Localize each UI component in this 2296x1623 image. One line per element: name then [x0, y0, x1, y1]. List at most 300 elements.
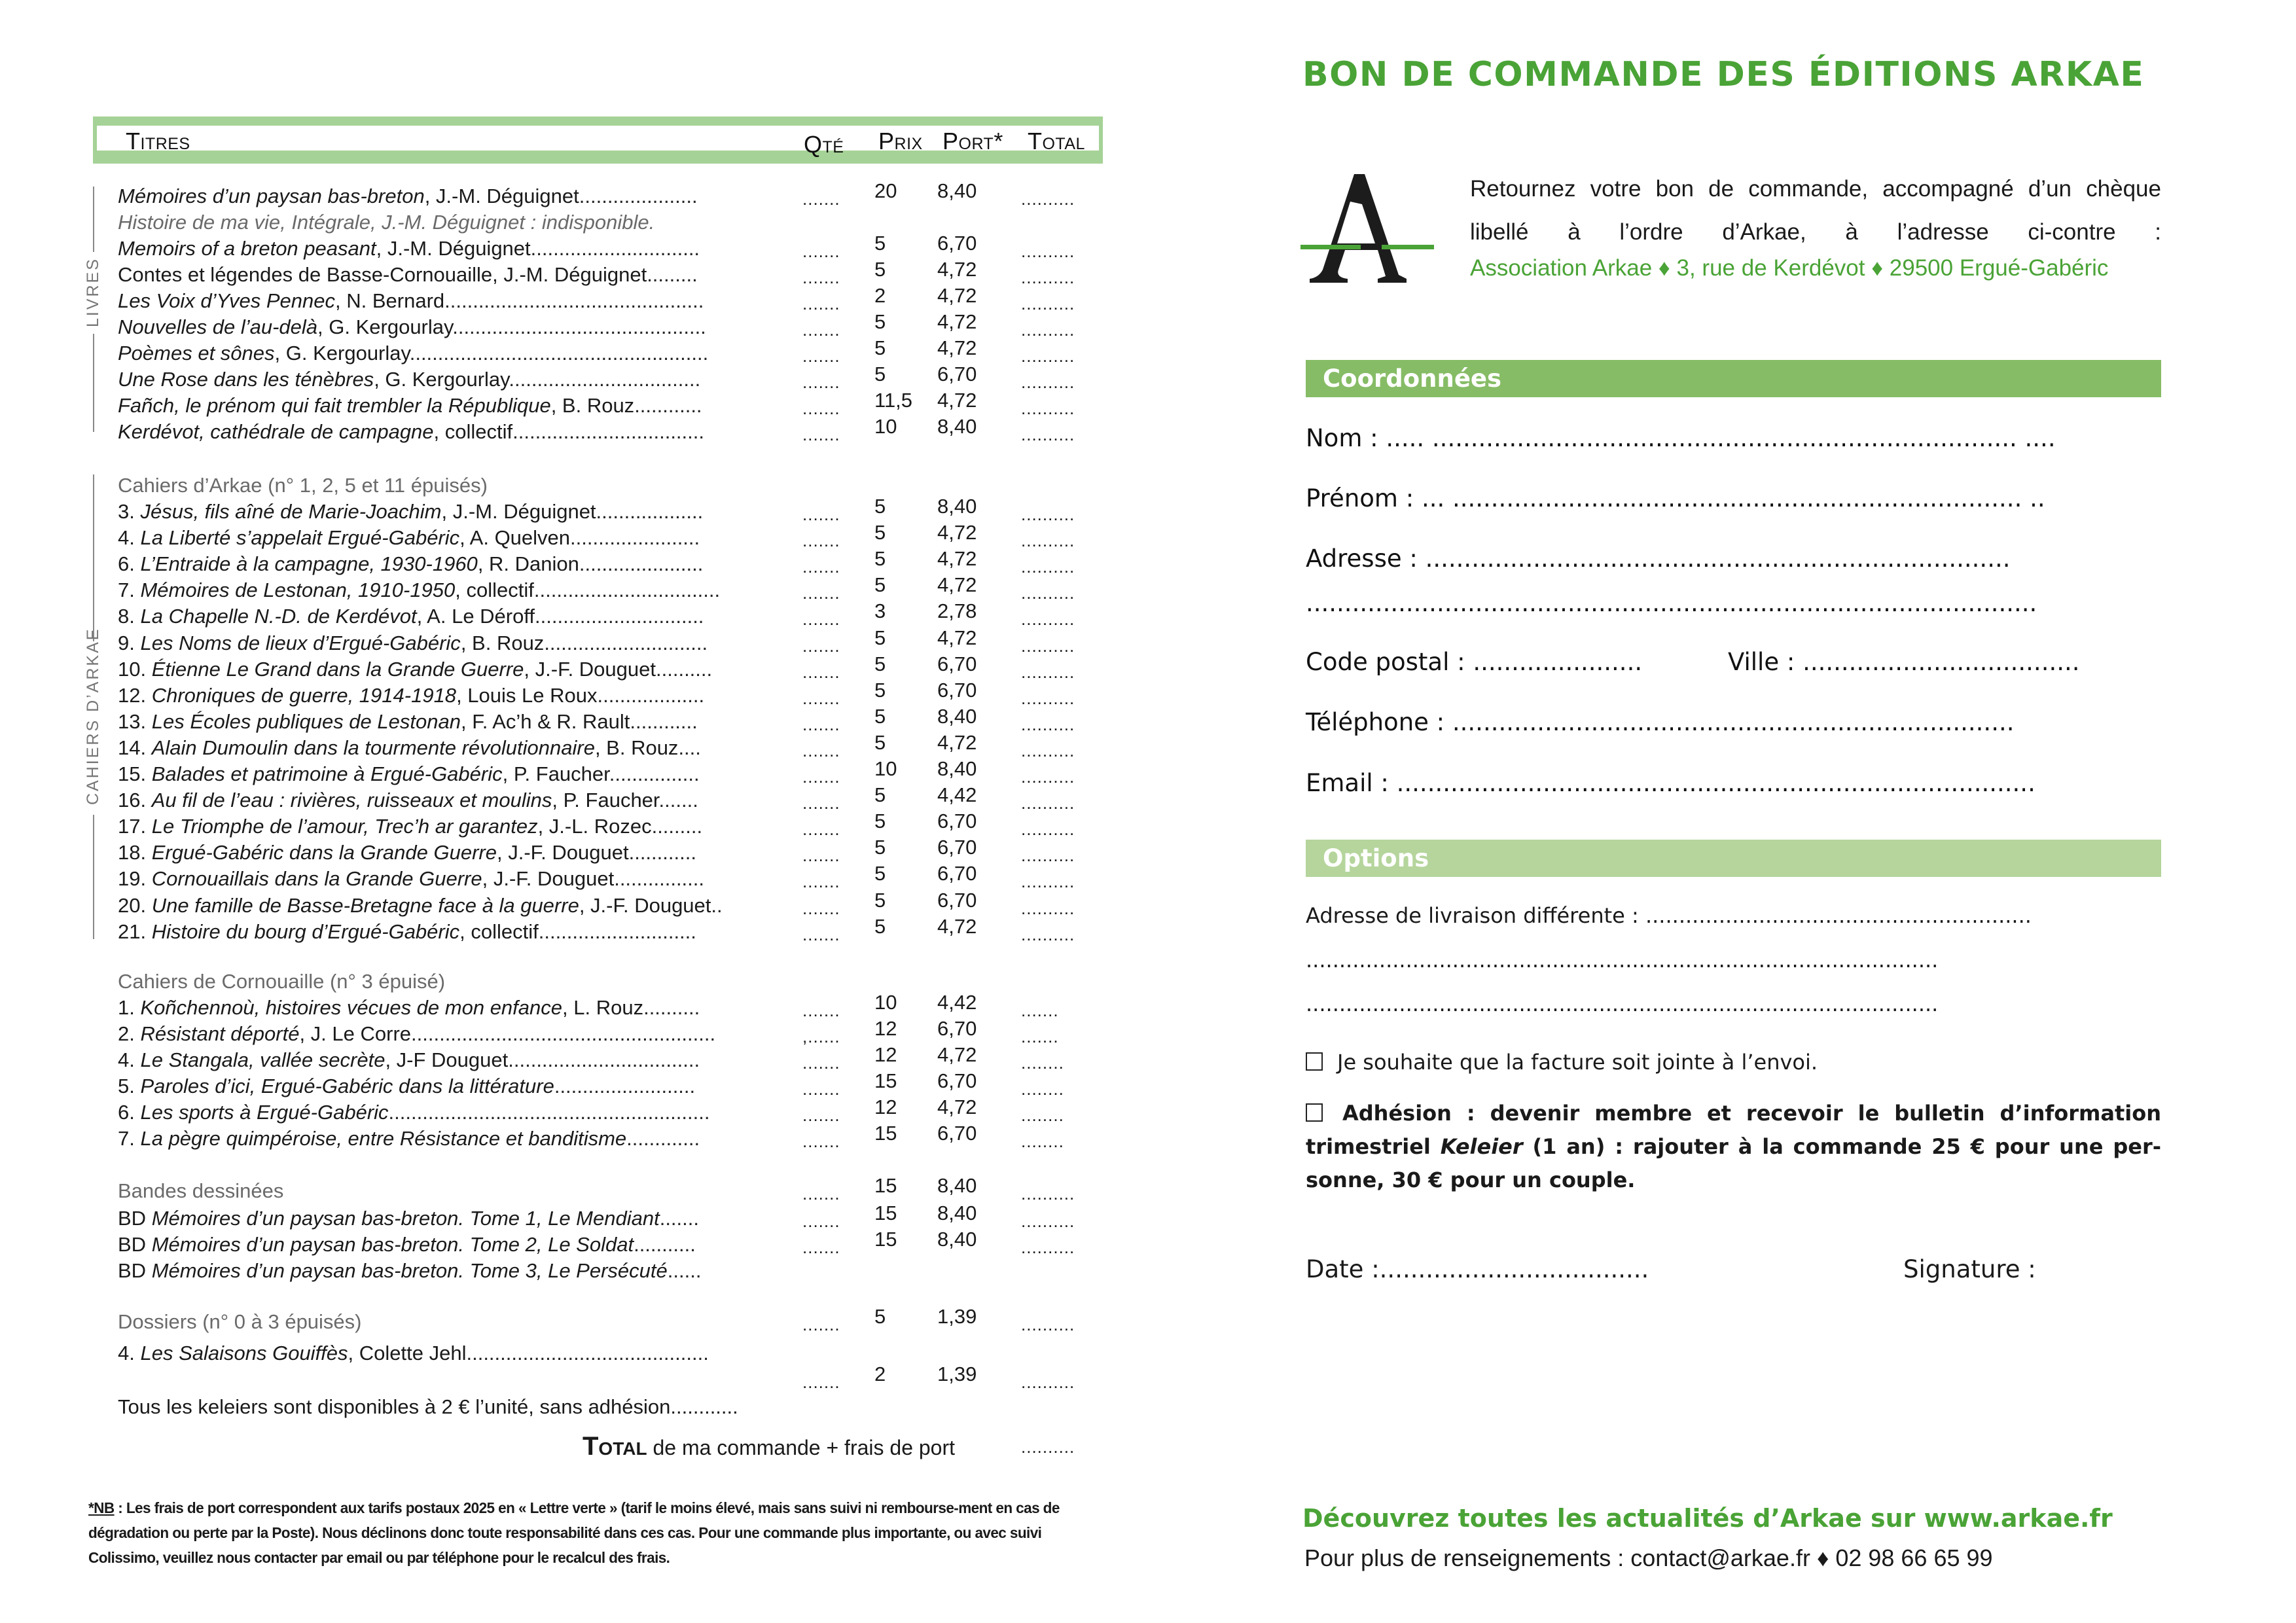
- qty-field[interactable]: .......: [802, 635, 840, 656]
- price: 5: [874, 521, 886, 544]
- livraison-line2-input[interactable]: ...............................................................................................: [1306, 948, 1939, 972]
- col-total: Total: [1028, 128, 1085, 154]
- book-author: , B. Rouz: [550, 394, 635, 417]
- book-author: , J.-L. Rozec: [537, 815, 652, 838]
- price: 5: [874, 888, 886, 912]
- table-row: [118, 1258, 1100, 1284]
- leader-dots: ...........................................: [466, 1342, 709, 1364]
- book-title: L’Entraide à la campagne, 1930-1960: [140, 552, 478, 576]
- book-title: Les Salaisons Gouiffès: [140, 1342, 348, 1364]
- shipping: 1,39: [937, 1363, 977, 1385]
- leader-dots: ..: [711, 893, 723, 917]
- shipping: 8,40: [937, 179, 977, 202]
- livraison-field[interactable]: [1306, 903, 2032, 928]
- leader-dots: ..........: [643, 996, 700, 1019]
- price: 15: [874, 1122, 897, 1145]
- leader-dots: .........................: [554, 1075, 696, 1097]
- item-number: 2.: [118, 1022, 141, 1045]
- book-title: La Liberté s’appelait Ergué-Gabéric: [140, 526, 460, 550]
- book-author: , collectif: [455, 579, 534, 602]
- book-title: Mémoires d’un paysan bas-breton. Tome 3, Le Persécuté: [151, 1259, 668, 1282]
- leader-dots: .........: [651, 815, 703, 838]
- book-title: Kerdévot, cathédrale de campagne: [118, 420, 434, 443]
- item-number: 4.: [118, 526, 141, 550]
- item-number: 6.: [118, 1101, 141, 1124]
- leader-dots: ..........: [656, 657, 713, 681]
- price: 12: [874, 1017, 897, 1040]
- qty-field[interactable]: .......: [802, 898, 840, 918]
- livres-bracket-line-top: [93, 187, 94, 252]
- livraison-input[interactable]: ..........................................................: [1638, 903, 2032, 928]
- total-field[interactable]: ..........: [1021, 241, 1075, 261]
- book-author: , collectif: [459, 919, 539, 943]
- qty-field[interactable]: .......: [802, 1315, 840, 1334]
- side-label-cahiers: CAHIERS D’ARKAE: [84, 627, 102, 805]
- total-field[interactable]: ..........: [1021, 1372, 1075, 1392]
- book-title: Cornouaillais dans la Grande Guerre: [151, 867, 482, 891]
- total-field[interactable]: ..........: [1021, 740, 1075, 760]
- qty-field[interactable]: .......: [802, 320, 840, 340]
- shipping: 6,70: [937, 1017, 977, 1040]
- total-field[interactable]: ..........: [1021, 189, 1075, 209]
- qty-field[interactable]: .......: [802, 557, 840, 577]
- qty-field[interactable]: .......: [802, 714, 840, 734]
- shipping: 6,70: [937, 888, 977, 912]
- website-promo: Découvrez toutes les actualités d’Arkae sur www.arkae.fr: [1302, 1504, 2113, 1533]
- book-title: Les Voix d’Yves Pennec: [118, 289, 336, 312]
- item-number: 12.: [118, 683, 152, 707]
- total-field[interactable]: ..........: [1021, 872, 1075, 892]
- qty-field[interactable]: .......: [802, 1184, 840, 1204]
- price: 5: [874, 336, 886, 359]
- telephone-field[interactable]: [1306, 708, 2014, 736]
- shipping: 4,72: [937, 284, 977, 307]
- total-field[interactable]: .......: [1021, 1001, 1059, 1020]
- qty-field[interactable]: .......: [802, 1211, 840, 1231]
- price: 2: [874, 1363, 886, 1385]
- date-field[interactable]: [1306, 1255, 1649, 1283]
- price: 5: [874, 914, 886, 938]
- book-author: , J.-M. Déguignet: [376, 237, 531, 260]
- total-field[interactable]: ..........: [1021, 268, 1075, 287]
- qty-field[interactable]: .......: [802, 1105, 840, 1125]
- book-title: Une Rose dans les ténèbres: [118, 368, 374, 391]
- total-label-rest: de ma commande + frais de port: [647, 1436, 956, 1459]
- code-postal-input[interactable]: ......................: [1465, 648, 1643, 676]
- price: 15: [874, 1202, 897, 1224]
- livres-bracket-line-bottom: [93, 334, 94, 432]
- intro-text: Retournez votre bon de commande, accompagné d’un chèque libellé à l’ordre d’Arkae, à l’adresse ci-contre :: [1470, 176, 2161, 245]
- table-row-keleier-price: [118, 1363, 1100, 1393]
- qty-field[interactable]: .......: [802, 924, 840, 944]
- table-header-strip: [97, 126, 1099, 158]
- qty-field[interactable]: .......: [802, 872, 840, 892]
- section-coordonnees: Coordonnées: [1306, 360, 2161, 397]
- prenom-field[interactable]: [1306, 484, 2045, 512]
- qty-field[interactable]: .......: [802, 662, 840, 682]
- nom-input[interactable]: ..... ............................................................................ ....: [1378, 424, 2056, 452]
- item-number: 19.: [118, 867, 152, 891]
- book-author: , R. Danion: [477, 552, 579, 576]
- page-title: BON DE COMMANDE DES ÉDITIONS ARKAE: [1302, 55, 2145, 94]
- table-row: [118, 1122, 1100, 1152]
- item-number: 1.: [118, 996, 141, 1019]
- qty-field[interactable]: .......: [802, 425, 840, 444]
- facture-option[interactable]: [1306, 1050, 1818, 1075]
- total-field[interactable]: ..........: [1021, 688, 1075, 708]
- ville-input[interactable]: ....................................: [1795, 648, 2080, 676]
- qty-field[interactable]: .......: [802, 1001, 840, 1020]
- col-prix: Prix: [878, 128, 923, 154]
- total-field[interactable]: ..........: [1021, 346, 1075, 366]
- shipping: 6,70: [937, 862, 977, 885]
- price: 3: [874, 599, 886, 623]
- book-title: Contes et légendes de Basse-Cornouaille, J.-M. Déguignet: [118, 263, 647, 286]
- total-field[interactable]: ..........: [1021, 425, 1075, 444]
- livraison-label: Adresse de livraison différente :: [1306, 903, 1639, 928]
- section-options: Options: [1306, 840, 2161, 877]
- nom-label: Nom :: [1306, 424, 1378, 452]
- book-author: , J.-M. Déguignet: [424, 185, 579, 207]
- book-title: Mémoires d’un paysan bas-breton: [118, 185, 425, 207]
- book-author: , B. Rouz: [460, 631, 545, 654]
- section-heading-text: Cahiers de Cornouaille (n° 3 épuisé): [118, 970, 446, 993]
- leader-dots: ..................................: [512, 420, 704, 443]
- total-field[interactable]: ..........: [1021, 662, 1075, 682]
- total-field[interactable]: ..........: [1021, 320, 1075, 340]
- total-field[interactable]: ..........: [1021, 635, 1075, 656]
- qty-field[interactable]: .......: [802, 846, 840, 866]
- qty-field[interactable]: .......: [802, 346, 840, 366]
- shipping: 8,40: [937, 1174, 977, 1197]
- leader-dots: ..................................: [508, 1048, 700, 1071]
- nb-text: : Les frais de port correspondent aux tarifs postaux 2025 en « Lettre verte » (tarif le moins élevé, mais sans suivi ni rembourse-ment en cas de dégradation ou perte par la Poste). Nous déclinons donc toute responsabilité dans ces cas. Pour une commande plus importante, ou avec suivi Colissimo, veuillez nous contacter par email ou par téléphone pour le recalcul des frais.: [88, 1499, 1060, 1566]
- book-author: , J.-F. Douguet: [497, 841, 629, 865]
- table-row: [118, 415, 1100, 445]
- shipping: 4,72: [937, 730, 977, 754]
- nom-field[interactable]: [1306, 424, 2056, 452]
- leader-dots: ......................................................: [411, 1022, 716, 1045]
- qty-field[interactable]: .......: [802, 793, 840, 813]
- price: 11,5: [874, 389, 913, 412]
- item-number: 10.: [118, 657, 152, 681]
- book-title: Mémoires d’un paysan bas-breton. Tome 2, Le Soldat: [151, 1233, 634, 1256]
- total-field[interactable]: ........: [1021, 1079, 1064, 1099]
- signature-field[interactable]: [1903, 1255, 2036, 1283]
- qty-field[interactable]: .......: [802, 399, 840, 418]
- qty-field[interactable]: .......: [802, 1132, 840, 1151]
- shipping: 4,72: [937, 914, 977, 938]
- book-author: , P. Faucher: [552, 789, 659, 812]
- item-number: BD: [118, 1259, 152, 1282]
- book-title: Mémoires de Lestonan, 1910-1950: [140, 579, 456, 602]
- shipping: 8,40: [937, 495, 977, 518]
- book-title: Mémoires d’un paysan bas-breton. Tome 1, Le Mendiant: [151, 1207, 660, 1230]
- total-field[interactable]: ........: [1021, 1053, 1064, 1073]
- price: 5: [874, 547, 886, 571]
- price: 15: [874, 1228, 897, 1251]
- livraison-line3-input[interactable]: ...............................................................................................: [1306, 991, 1939, 1016]
- book-author: , B. Rouz: [594, 736, 679, 759]
- book-title: Résistant déporté: [140, 1022, 300, 1045]
- leader-dots: .............: [626, 1127, 700, 1150]
- cahiers-bracket-line-top: [93, 474, 94, 641]
- total-field[interactable]: ..........: [1021, 714, 1075, 734]
- shipping: 6,70: [937, 678, 977, 702]
- book-author: , L. Rouz: [562, 996, 644, 1019]
- shipping-note: [88, 1495, 1089, 1570]
- code-postal-field[interactable]: [1306, 648, 1642, 676]
- shipping: 4,72: [937, 521, 977, 544]
- section-heading-dossiers: [118, 1305, 1100, 1335]
- qty-field[interactable]: .......: [802, 505, 840, 524]
- total-field[interactable]: ..........: [1021, 819, 1075, 840]
- total-field[interactable]: ..........: [1021, 767, 1075, 787]
- total-field[interactable]: ..........: [1021, 609, 1075, 630]
- shipping: 4,72: [937, 336, 977, 359]
- qty-field[interactable]: .......: [802, 372, 840, 392]
- grand-total-field[interactable]: ..........: [1021, 1437, 1075, 1457]
- total-field[interactable]: ..........: [1021, 531, 1075, 551]
- qty-field[interactable]: ,......: [802, 1027, 840, 1046]
- telephone-label: Téléphone :: [1306, 708, 1445, 736]
- book-title: Alain Dumoulin dans la tourmente révolutionnaire: [151, 736, 595, 759]
- total-field[interactable]: ..........: [1021, 583, 1075, 603]
- total-field[interactable]: ..........: [1021, 898, 1075, 918]
- book-title: Les sports à Ergué-Gabéric: [140, 1101, 389, 1124]
- shipping: 4,72: [937, 1043, 977, 1066]
- qty-field[interactable]: .......: [802, 1053, 840, 1073]
- leader-dots: ............: [630, 709, 698, 733]
- total-field[interactable]: ..........: [1021, 294, 1075, 313]
- leader-dots: ......................: [579, 552, 704, 576]
- item-number: 8.: [118, 605, 141, 628]
- leader-dots: .................................: [533, 579, 721, 602]
- email-field[interactable]: [1306, 769, 2036, 797]
- book-author: , J.-F. Douguet: [482, 867, 615, 891]
- leader-dots: ............: [634, 394, 702, 417]
- adhesion-checkbox[interactable]: [1306, 1103, 1323, 1122]
- book-title: Les Écoles publiques de Lestonan: [151, 709, 461, 733]
- shipping: 6,70: [937, 1122, 977, 1145]
- total-bold: Total: [583, 1432, 647, 1461]
- total-field[interactable]: ........: [1021, 1132, 1064, 1151]
- facture-checkbox[interactable]: [1306, 1052, 1323, 1071]
- shipping: 4,72: [937, 626, 977, 649]
- item-number: 15.: [118, 762, 152, 785]
- qty-field[interactable]: .......: [802, 1238, 840, 1257]
- qty-field[interactable]: .......: [802, 268, 840, 287]
- leader-dots: ...................: [597, 683, 705, 707]
- code-postal-label: Code postal :: [1306, 648, 1465, 676]
- email-label: Email :: [1306, 769, 1389, 797]
- book-title: Memoirs of a breton peasant: [118, 237, 376, 260]
- shipping: 4,72: [937, 573, 977, 597]
- nb-prefix: *NB: [88, 1499, 115, 1516]
- total-field[interactable]: ..........: [1021, 399, 1075, 418]
- shipping: 6,70: [937, 810, 977, 833]
- book-author: , J-F Douguet: [385, 1048, 509, 1071]
- leader-dots: .....................................................: [409, 342, 709, 365]
- total-field[interactable]: .......: [1021, 1027, 1059, 1046]
- price: 5: [874, 258, 886, 281]
- shipping: 4,72: [937, 389, 977, 412]
- shipping: 6,70: [937, 836, 977, 859]
- date-label: Date :: [1306, 1255, 1380, 1283]
- book-title: Paroles d’ici, Ergué-Gabéric dans la littérature: [140, 1075, 554, 1097]
- shipping: 1,39: [937, 1305, 977, 1328]
- book-title: Fañch, le prénom qui fait trembler la République: [118, 394, 551, 417]
- adhesion-option[interactable]: [1306, 1097, 2161, 1197]
- price: 5: [874, 810, 886, 833]
- book-author: , N. Bernard: [335, 289, 445, 312]
- total-field[interactable]: ..........: [1021, 793, 1075, 813]
- total-field[interactable]: ..........: [1021, 505, 1075, 524]
- qty-field[interactable]: .......: [802, 767, 840, 787]
- item-number: 7.: [118, 579, 141, 602]
- book-author: , J.-F. Douguet: [579, 893, 711, 917]
- item-number: 6.: [118, 552, 141, 576]
- book-author: , A. Le Déroff: [416, 605, 535, 628]
- leader-dots: .............................: [544, 631, 708, 654]
- adresse-input[interactable]: ............................................................................: [1417, 544, 2011, 573]
- col-qte: Qté: [804, 131, 844, 158]
- price: 5: [874, 363, 886, 385]
- qty-field[interactable]: .......: [802, 1079, 840, 1099]
- qty-field[interactable]: .......: [802, 740, 840, 760]
- book-author: , J. Le Corre: [299, 1022, 412, 1045]
- qty-field[interactable]: .......: [802, 819, 840, 840]
- book-title: Le Stangala, vallée secrète: [140, 1048, 386, 1071]
- leader-dots: .............................................: [452, 315, 706, 338]
- shipping: 4,72: [937, 258, 977, 281]
- book-author: , Colette Jehl: [348, 1342, 467, 1364]
- price: 5: [874, 626, 886, 649]
- ville-field[interactable]: [1728, 648, 2080, 676]
- item-number: BD: [118, 1233, 152, 1256]
- price: 5: [874, 836, 886, 859]
- item-number: BD: [118, 1207, 152, 1230]
- shipping: 8,40: [937, 415, 977, 438]
- leader-dots: ..............................: [530, 237, 700, 260]
- item-number: 3.: [118, 500, 141, 523]
- total-field[interactable]: ..........: [1021, 557, 1075, 577]
- adhesion-text-rest: (1 an) : rajouter à la commande 25 € pour une per-sonne, 30 € pour un couple.: [1306, 1134, 2162, 1192]
- price: 15: [874, 1069, 897, 1092]
- book-title: Chroniques de guerre, 1914-1918: [151, 683, 457, 707]
- item-number: 13.: [118, 709, 152, 733]
- book-title: La pègre quimpéroise, entre Résistance et banditisme: [140, 1127, 627, 1150]
- shipping: 4,42: [937, 991, 977, 1014]
- grand-total-label: [583, 1432, 955, 1461]
- shipping: 6,70: [937, 1069, 977, 1092]
- qty-field[interactable]: .......: [802, 189, 840, 209]
- price: 5: [874, 678, 886, 702]
- shipping: 8,40: [937, 1202, 977, 1224]
- total-field[interactable]: ..........: [1021, 1315, 1075, 1334]
- book-title: Une famille de Basse-Bretagne face à la guerre: [151, 893, 579, 917]
- price: 5: [874, 1305, 886, 1328]
- keleier-text: Tous les keleiers sont disponibles à 2 € l’unité, sans adhésion............: [118, 1395, 738, 1418]
- item-number: 21.: [118, 919, 152, 943]
- shipping: 8,40: [937, 1228, 977, 1251]
- total-field[interactable]: ..........: [1021, 1211, 1075, 1231]
- email-input[interactable]: ...................................................................................: [1388, 769, 2036, 797]
- book-author: , collectif: [433, 420, 513, 443]
- price: 5: [874, 495, 886, 518]
- book-title: Jésus, fils aîné de Marie-Joachim: [140, 500, 442, 523]
- date-input[interactable]: ...................................: [1379, 1255, 1649, 1283]
- qty-field[interactable]: .......: [802, 609, 840, 630]
- total-field[interactable]: ..........: [1021, 924, 1075, 944]
- leader-dots: .........: [647, 263, 698, 286]
- shipping: 6,70: [937, 232, 977, 255]
- book-title: Koñchennoù, histoires vécues de mon enfance: [140, 996, 563, 1019]
- keleier-note: [118, 1394, 1100, 1420]
- item-number: 17.: [118, 815, 152, 838]
- price: 15: [874, 1174, 897, 1197]
- adhesion-text: Adhésion : devenir membre et recevoir le bulletin d’information trimestriel: [1306, 1101, 2161, 1159]
- contact-info: Pour plus de renseignements : contact@arkae.fr ♦ 02 98 66 65 99: [1304, 1544, 1993, 1571]
- adresse-line2-input[interactable]: ...............................................................................................: [1306, 589, 2037, 617]
- book-title: Ergué-Gabéric dans la Grande Guerre: [151, 841, 497, 865]
- item-number: 7.: [118, 1127, 141, 1150]
- qty-field[interactable]: .......: [802, 1372, 840, 1392]
- table-header: [93, 116, 1103, 164]
- qty-field[interactable]: .......: [802, 688, 840, 708]
- qty-field[interactable]: .......: [802, 583, 840, 603]
- leader-dots: .......................: [570, 526, 700, 550]
- prenom-input[interactable]: ... .......................................................................... ..: [1414, 484, 2045, 512]
- book-title: Au fil de l’eau : rivières, ruisseaux et moulins: [151, 789, 552, 812]
- book-author: , G. Kergourlay: [317, 315, 453, 338]
- item-number: 5.: [118, 1075, 141, 1097]
- leader-dots: ...........: [634, 1233, 696, 1256]
- price: 5: [874, 573, 886, 597]
- total-field[interactable]: ..........: [1021, 1238, 1075, 1257]
- adresse-field[interactable]: [1306, 544, 2010, 573]
- price: 5: [874, 704, 886, 728]
- shipping: 4,72: [937, 1096, 977, 1118]
- price: 12: [874, 1043, 897, 1066]
- qty-field[interactable]: .......: [802, 241, 840, 261]
- price: 5: [874, 862, 886, 885]
- book-title: Les Noms de lieux d’Ergué-Gabéric: [140, 631, 461, 654]
- total-field[interactable]: ..........: [1021, 846, 1075, 866]
- leader-dots: .......: [659, 1207, 699, 1230]
- price: 20: [874, 179, 897, 202]
- item-number: 9.: [118, 631, 141, 654]
- shipping: 8,40: [937, 757, 977, 780]
- total-field[interactable]: ..........: [1021, 1184, 1075, 1204]
- table-row: [118, 1228, 1100, 1258]
- price: 10: [874, 991, 897, 1014]
- leader-dots: .......: [658, 789, 698, 812]
- col-port: Port*: [942, 128, 1003, 154]
- total-field[interactable]: ........: [1021, 1105, 1064, 1125]
- shipping: 8,40: [937, 704, 977, 728]
- leader-dots: ............................: [538, 919, 696, 943]
- adresse-label: Adresse :: [1306, 544, 1418, 573]
- leader-dots: ......: [667, 1259, 702, 1282]
- total-field[interactable]: ..........: [1021, 372, 1075, 392]
- col-titres: Titres: [126, 128, 190, 154]
- leader-dots: ..............................: [535, 605, 704, 628]
- qty-field[interactable]: .......: [802, 294, 840, 313]
- item-number: 16.: [118, 789, 152, 812]
- telephone-input[interactable]: .........................................................................: [1444, 708, 2015, 736]
- qty-field[interactable]: .......: [802, 531, 840, 551]
